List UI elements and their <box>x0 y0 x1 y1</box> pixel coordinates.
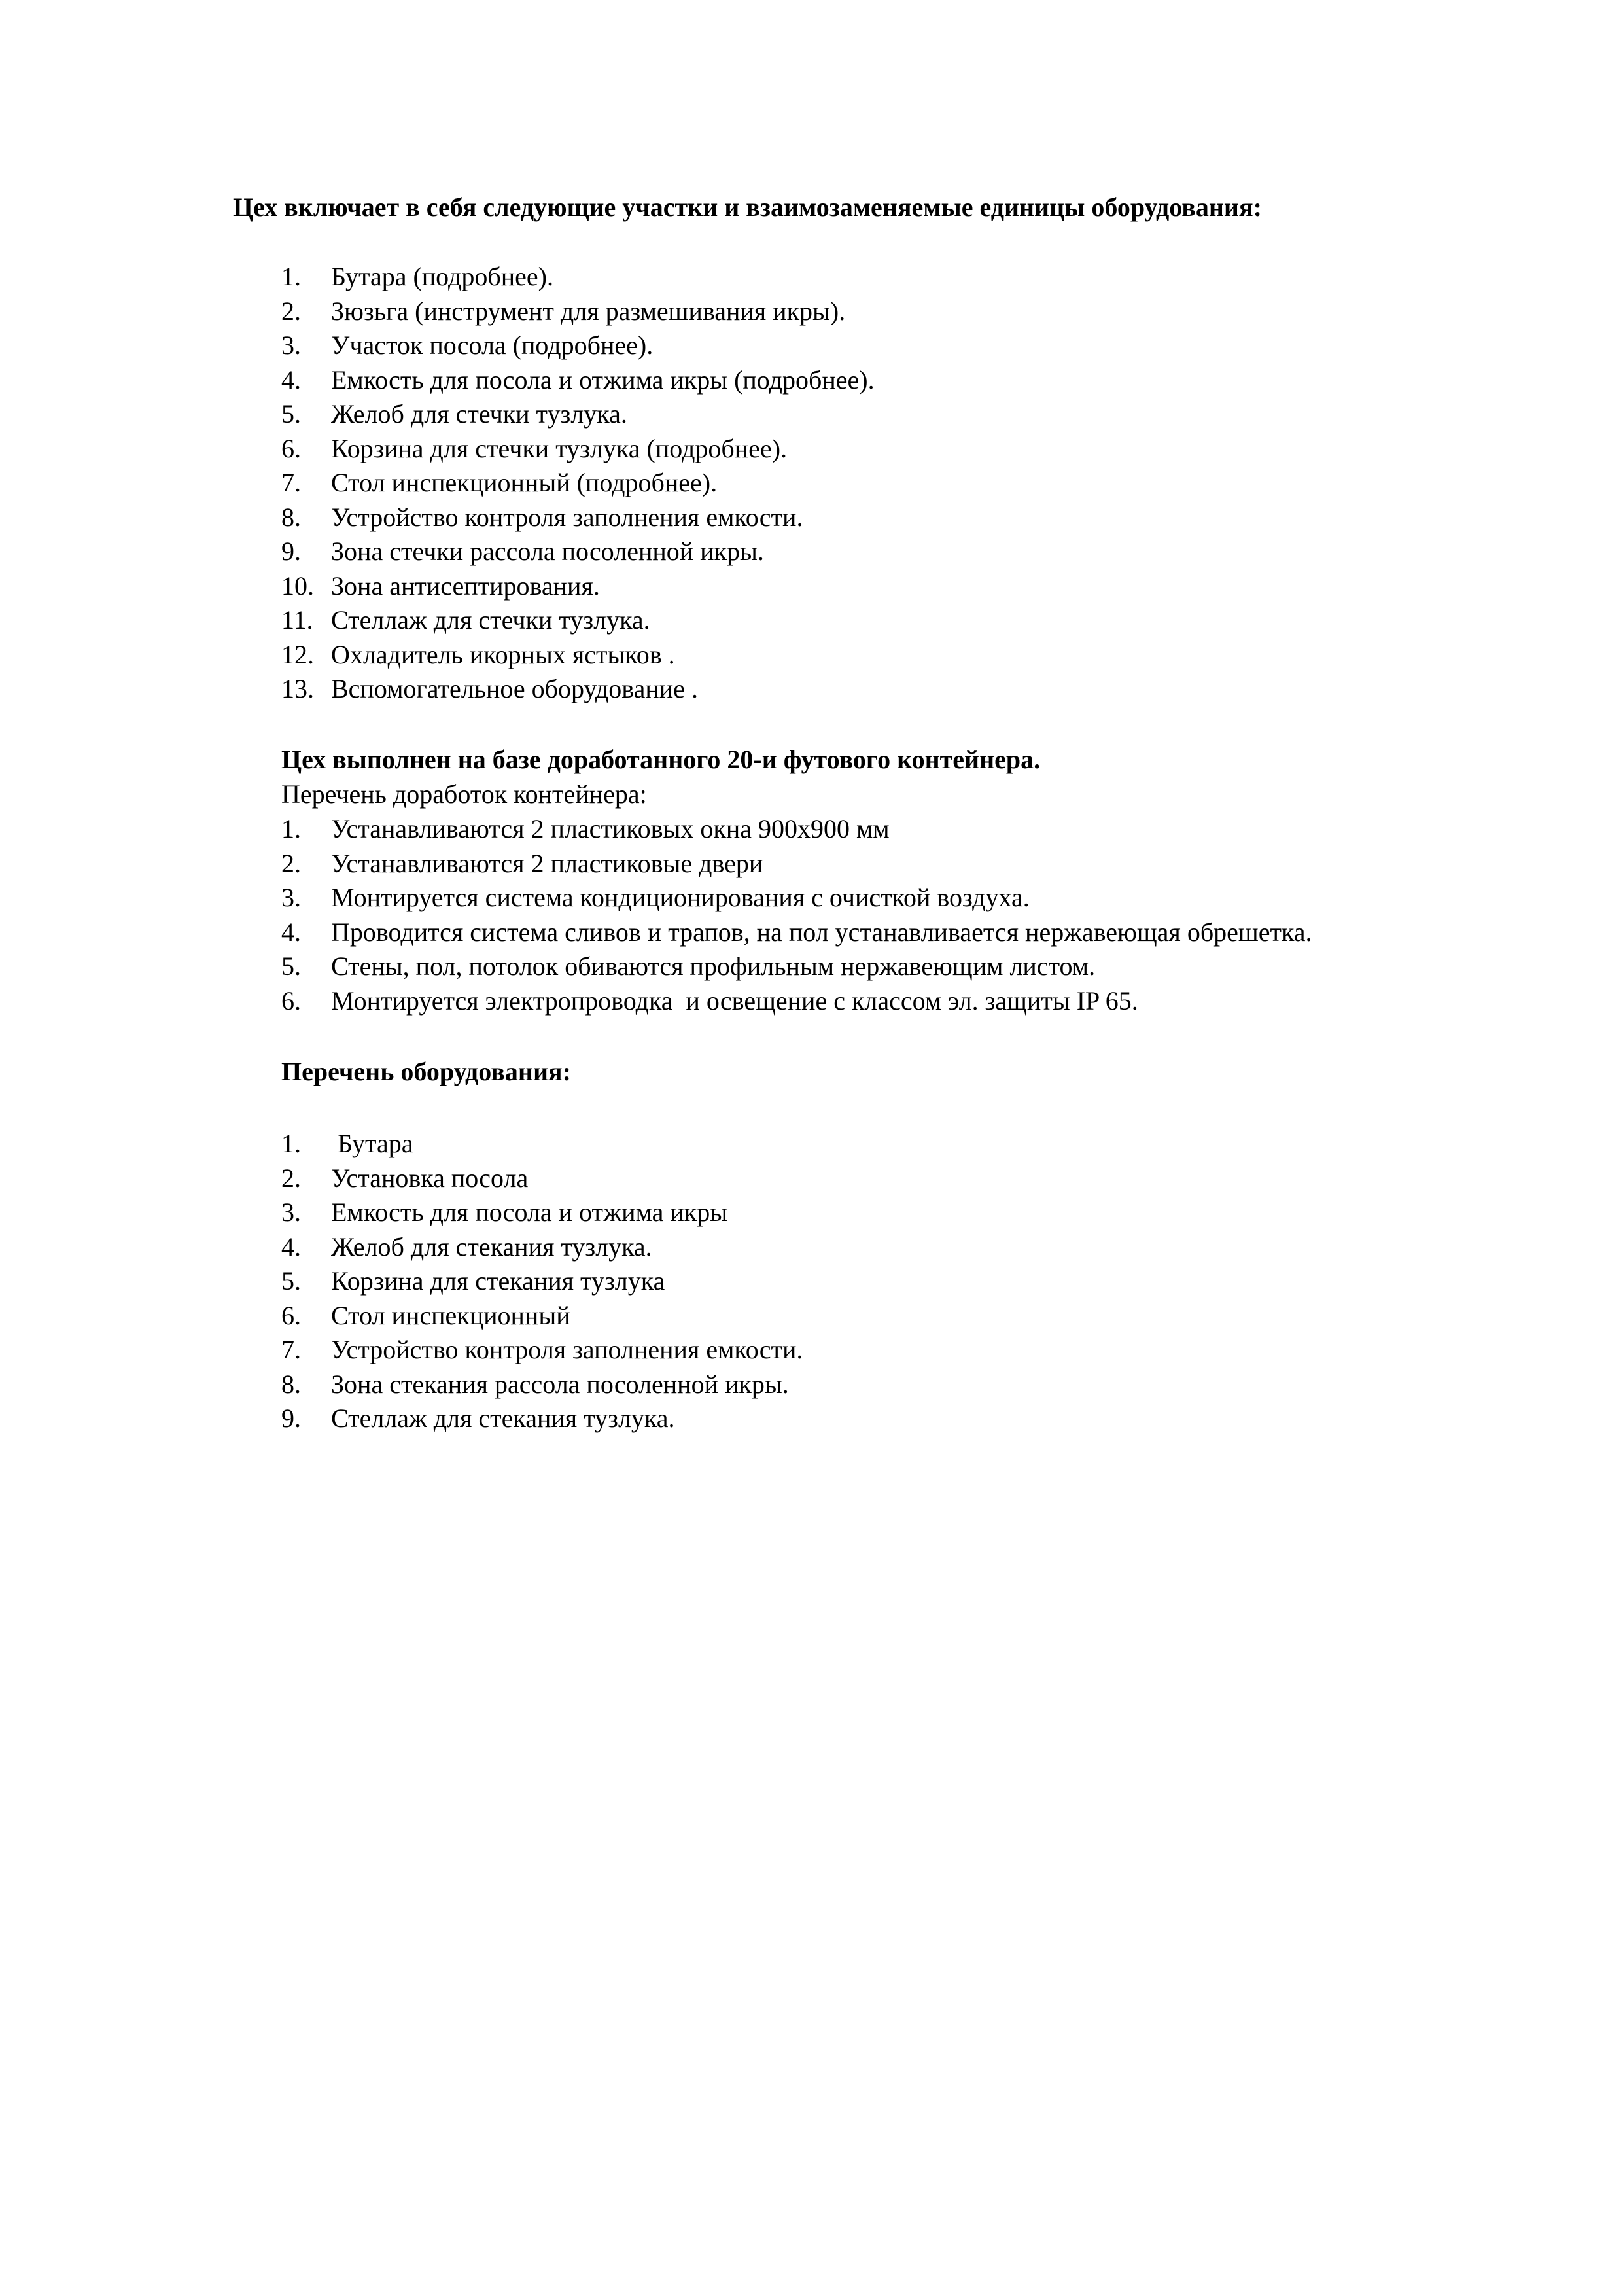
list-item-text: Бутара (подробнее). <box>331 262 553 291</box>
list-item-number: 5. <box>281 951 301 981</box>
list-item-number: 3. <box>281 883 301 912</box>
list-item-number: 9. <box>281 537 301 566</box>
list-item-number: 4. <box>281 917 301 947</box>
list-item-number: 2. <box>281 1163 301 1193</box>
list-item-text: Устройство контроля заполнения емкости. <box>331 502 803 532</box>
list-item-text: Стены, пол, потолок обиваются профильным нержавеющим листом. <box>331 951 1096 981</box>
list-item-text: Бутара <box>331 1129 413 1158</box>
list-item-text: Установка посола <box>331 1163 529 1193</box>
list-item-text: Охладитель икорных ястыков . <box>331 639 675 669</box>
list-item-number: 10. <box>281 571 314 601</box>
list-item-text: Зона антисептирования. <box>331 571 600 601</box>
list-item-number: 5. <box>281 1266 301 1296</box>
list-item-text: Стол инспекционный (подробнее). <box>331 468 718 497</box>
equipment-heading: Перечень оборудования: <box>281 1057 571 1086</box>
list-item-text: Корзина для стечки тузлука (подробнее). <box>331 433 788 463</box>
list-item-text: Монтируется электропроводка и освещение с классом эл. защиты IP 65. <box>331 985 1138 1016</box>
container-heading: Цех выполнен на базе доработанного 20-и футового контейнера. <box>281 745 1041 774</box>
list-item-number: 13. <box>281 674 314 703</box>
list-item-text: Стеллаж для стечки тузлука. <box>331 605 650 635</box>
modifications-title: Перечень доработок контейнера: <box>281 779 647 809</box>
list-item-number: 5. <box>281 399 301 429</box>
list-item-number: 3. <box>281 330 301 360</box>
list-item-number: 4. <box>281 364 301 395</box>
list-item-text: Зюзьга (инструмент для размешивания икры). <box>331 296 846 326</box>
list-item-number: 7. <box>281 468 301 497</box>
list-item-text: Вспомогательное оборудование . <box>331 674 698 703</box>
list-item-number: 6. <box>281 985 301 1016</box>
list-item-text: Устройство контроля заполнения емкости. <box>331 1335 803 1364</box>
list-item-text: Монтируется система кондиционирования с очисткой воздуха. <box>331 883 1030 912</box>
list-item-number: 7. <box>281 1335 301 1364</box>
list-item-text: Проводится система сливов и трапов, на пол устанавливается нержавеющая обрешетка. <box>331 917 1312 947</box>
list-item-number: 6. <box>281 1300 301 1330</box>
list-item-number: 8. <box>281 1369 301 1399</box>
list-item-number: 3. <box>281 1197 301 1227</box>
list-item-text: Устанавливаются 2 пластиковых окна 900х900 мм <box>331 814 890 843</box>
list-item-text: Стеллаж для стекания тузлука. <box>331 1404 675 1433</box>
list-item-number: 2. <box>281 848 301 878</box>
list-item-number: 1. <box>281 1129 301 1158</box>
list-item-text: Зона стекания рассола посоленной икры. <box>331 1369 789 1399</box>
list-item-number: 1. <box>281 814 301 843</box>
list-item-text: Зона стечки рассола посоленной икры. <box>331 537 764 566</box>
list-item-number: 4. <box>281 1231 301 1262</box>
list-item-number: 11. <box>281 605 313 635</box>
list-item-number: 2. <box>281 296 301 326</box>
list-item-number: 12. <box>281 639 314 669</box>
list-item-text: Стол инспекционный <box>331 1300 570 1330</box>
list-item-text: Желоб для стекания тузлука. <box>331 1231 652 1262</box>
list-item-number: 6. <box>281 433 301 463</box>
list-item-text: Участок посола (подробнее). <box>331 330 654 360</box>
list-item-text: Емкость для посола и отжима икры <box>331 1197 728 1227</box>
list-item-text: Желоб для стечки тузлука. <box>331 399 627 429</box>
list-item-text: Устанавливаются 2 пластиковые двери <box>331 848 763 878</box>
sections-heading: Цех включает в себя следующие участки и взаимозаменяемые единицы оборудования: <box>233 192 1262 222</box>
list-item-number: 9. <box>281 1404 301 1433</box>
list-item-number: 1. <box>281 262 301 291</box>
list-item-number: 8. <box>281 502 301 532</box>
list-item-text: Корзина для стекания тузлука <box>331 1266 665 1296</box>
list-item-text: Емкость для посола и отжима икры (подробнее). <box>331 364 875 395</box>
